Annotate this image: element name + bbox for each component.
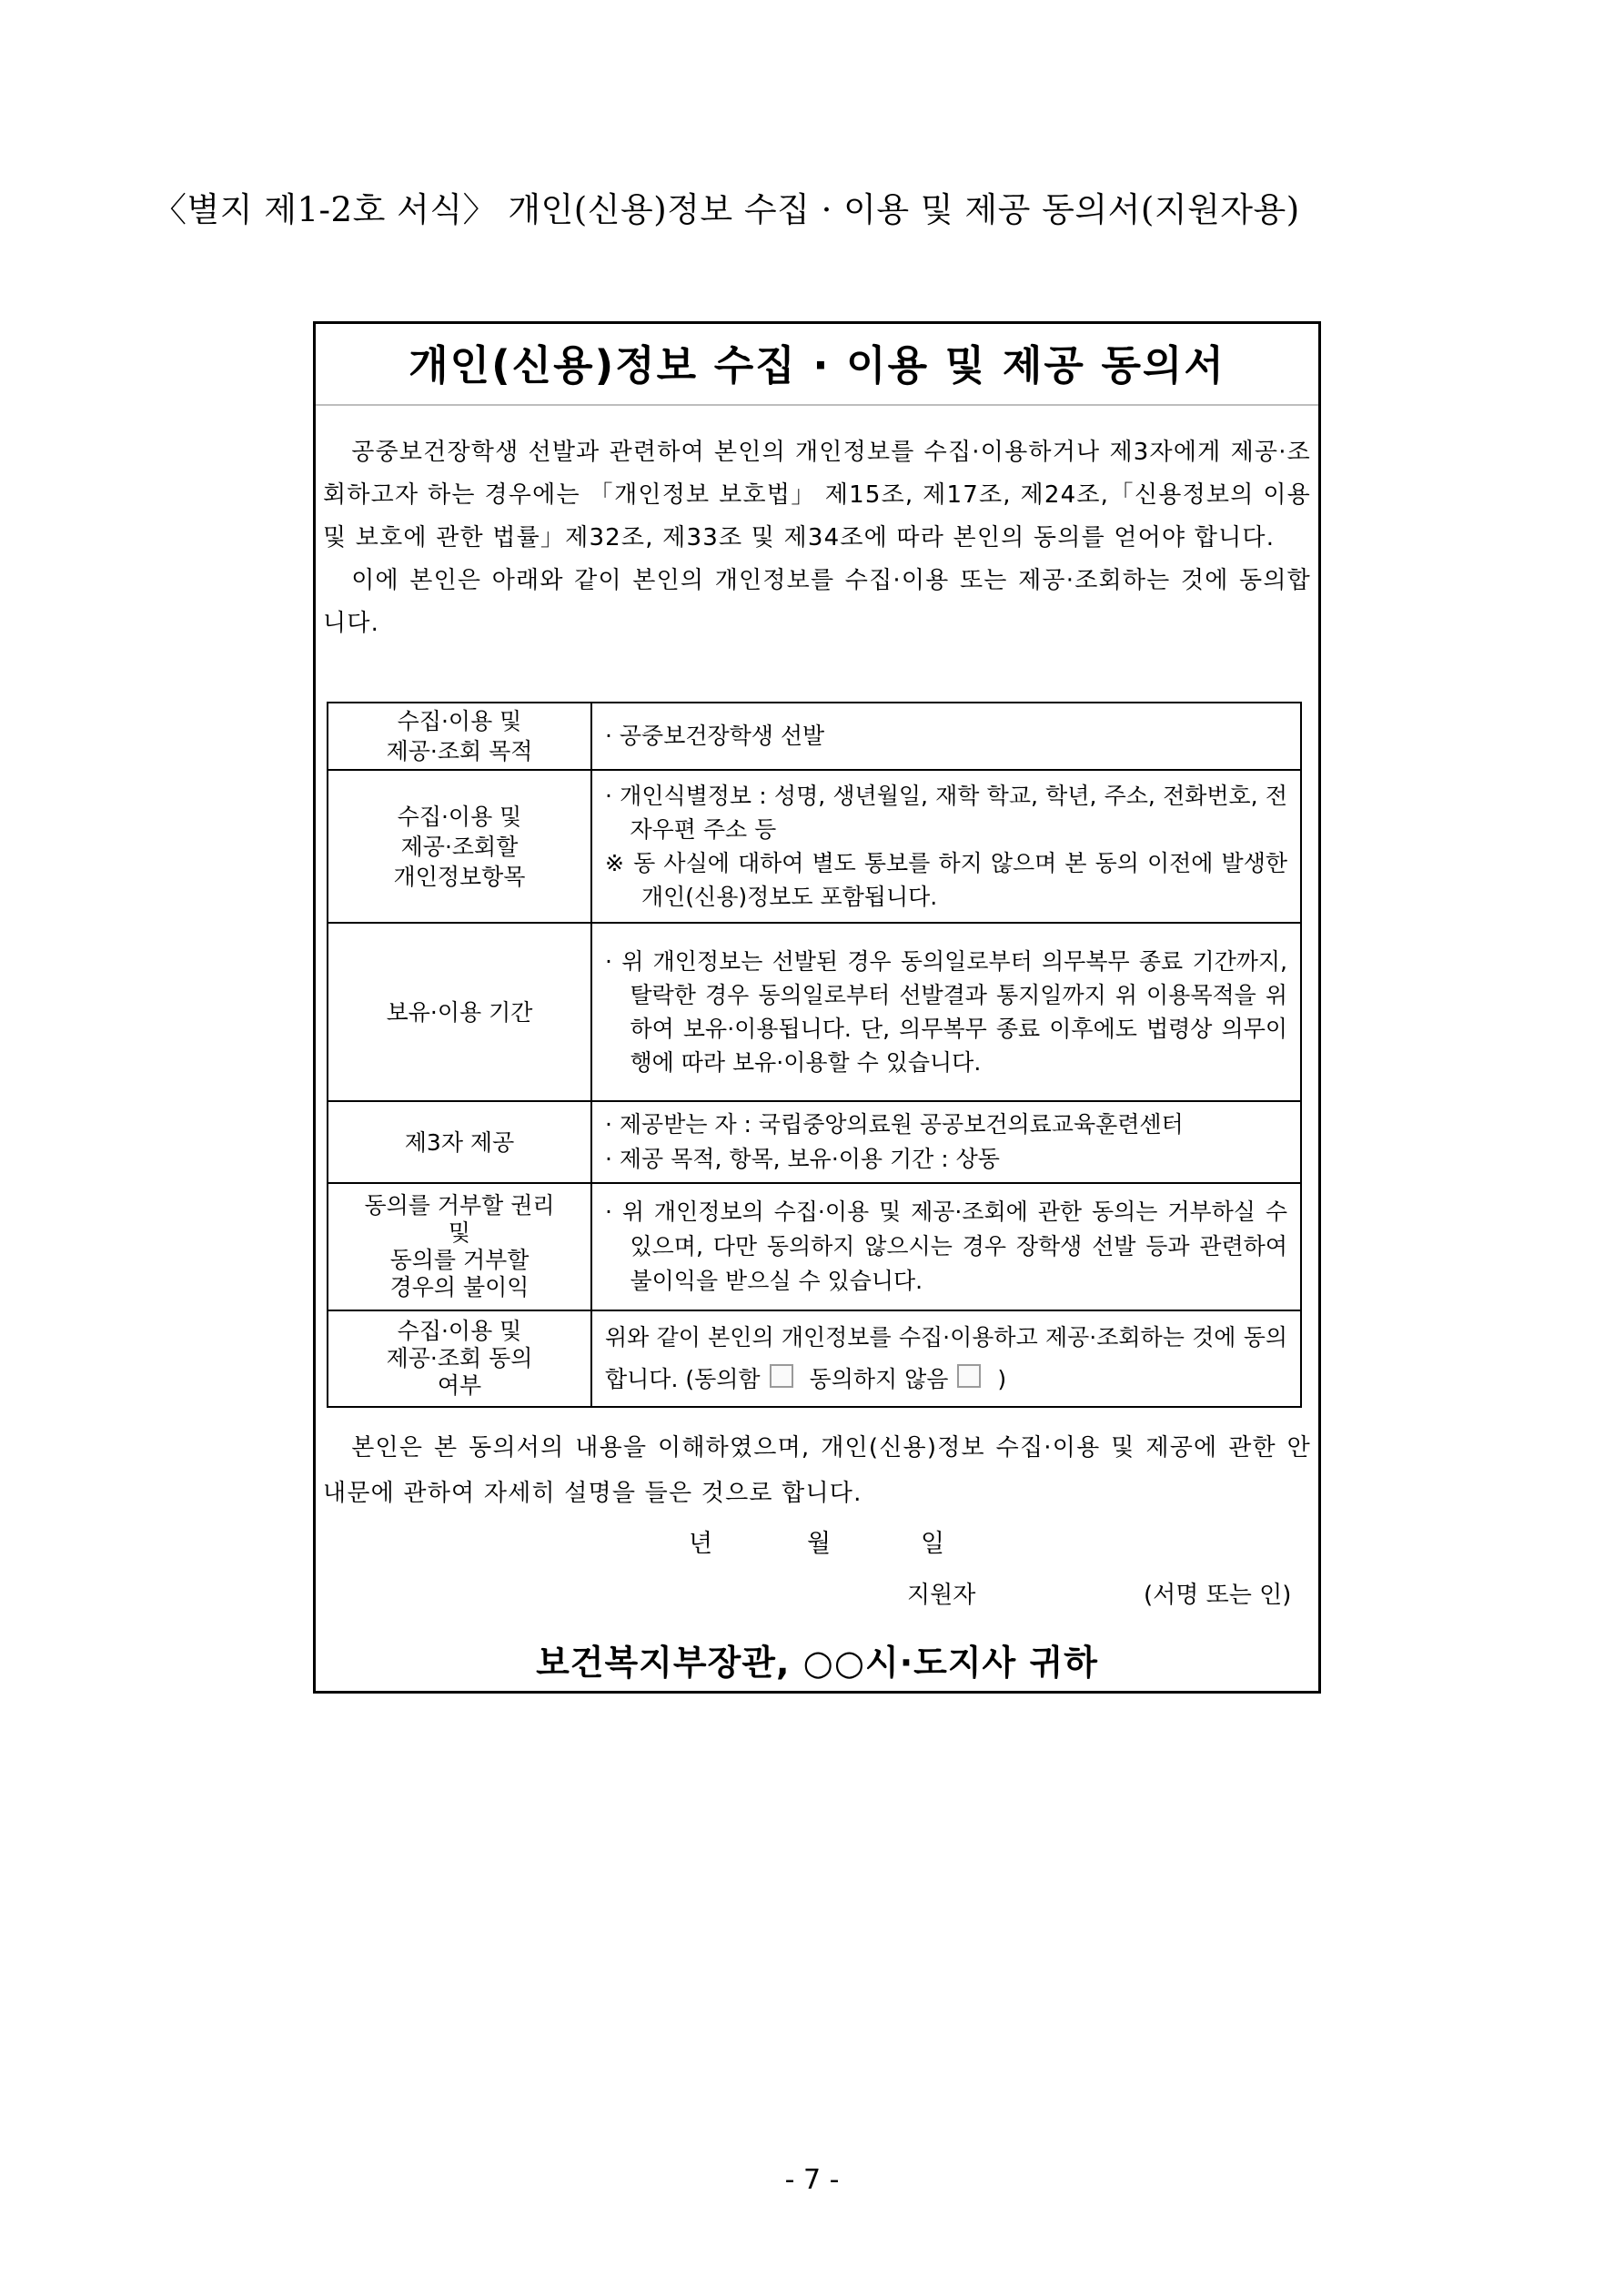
table-row-period [328,923,1301,1101]
list-item: · 개인식별정보 : 성명, 생년월일, 재학 학교, 학년, 주소, 전화번호, 전자우편 주소 등 [605,783,1287,843]
consent-statement: 위와 같이 본인의 개인정보를 수집·이용하고 제공·조회하는 것에 동의합니다. (동의함 [605,1324,1287,1392]
page-number: - 7 - [784,2164,840,2196]
date-day: 일 [921,1530,945,1558]
signature-label: (서명 또는 인) [1144,1582,1292,1609]
intro-paragraph-2: 이에 본인은 아래와 같이 본인의 개인정보를 수집·이용 또는 제공·조회하는 것에 동의합니다. [323,567,1311,637]
table-row-items [328,770,1301,923]
closing-text: 본인은 본 동의서의 내용을 이해하였으며, 개인(신용)정보 수집·이용 및 제공에 관한 안내문에 관하여 자세히 설명을 들은 것으로 합니다. [323,1434,1311,1507]
table-row-third-party [328,1101,1301,1183]
list-item: · 제공받는 자 : 국립중앙의료원 공공보건의료교육훈련센터 [605,1111,1184,1138]
row-label: 동의를 거부할 권리 및 동의를 거부할 경우의 불이익 [328,1183,591,1310]
date-month: 월 [807,1530,832,1558]
list-item: · 위 개인정보의 수집·이용 및 제공·조회에 관한 동의는 거부하실 수 있으며, 다만 동의하지 않으시는 경우 장학생 선발 등과 관련하여 불이익을 받으실 수 있습니다. [605,1199,1287,1294]
row-content [591,923,1301,1101]
close-paren: ) [997,1366,1007,1392]
row-label: 보유·이용 기간 [328,923,591,1101]
addressee: 보건복지부장관, ○○시·도지사 귀하 [536,1643,1098,1683]
date-year: 년 [689,1530,713,1558]
note-item: ※ 동 사실에 대하여 별도 통보를 하지 않으며 본 동의 이전에 발생한 개인(신용)정보도 포함됩니다. [605,850,1287,910]
row-content [591,1101,1301,1183]
row-content [591,770,1301,923]
row-content [591,703,1301,770]
list-item: · 위 개인정보는 선발된 경우 동의일로부터 의무복무 종료 기간까지, 탈락한 경우 동의일로부터 선발결과 통지일까지 위 이용목적을 위하여 보유·이용됩니다. 단, 의무복무 종료 이후에도 법령상 의무이행에 따라 보유·이용할 수 있습니다. [605,948,1287,1076]
list-item: · 제공 목적, 항목, 보유·이용 기간 : 상동 [605,1146,1000,1172]
row-content [591,1183,1301,1310]
intro-paragraph-1: 공중보건장학생 선발과 관련하여 본인의 개인정보를 수집·이용하거나 제3자에게 제공·조회하고자 하는 경우에는 「개인정보 보호법」 제15조, 제17조, 제24조,「신용정보의 이용 및 보호에 관한 법률」제32조, 제33조 및 제34조에 따라 본인의 동의를 얻어야 합니다. [323,439,1311,551]
attachment-heading: 〈별지 제1-2호 서식〉 개인(신용)정보 수집 · 이용 및 제공 동의서(지원자용) [153,190,1300,229]
applicant-label: 지원자 [907,1582,976,1609]
consent-table [327,702,1302,1408]
table-row-refusal-right [328,1183,1301,1310]
table-row-consent [328,1310,1301,1407]
disagree-label: 동의하지 않음 [809,1366,949,1392]
consent-form [313,321,1321,1694]
row-label: 수집·이용 및 제공·조회할 개인정보항목 [328,770,591,923]
row-label: 수집·이용 및 제공·조회 동의 여부 [328,1310,591,1407]
row-label: 수집·이용 및 제공·조회 목적 [328,703,591,770]
form-title: 개인(신용)정보 수집 · 이용 및 제공 동의서 [316,324,1318,406]
row-label: 제3자 제공 [328,1101,591,1183]
row-content [591,1310,1301,1407]
intro-text [323,431,1311,645]
closing-statement [323,1425,1311,1516]
list-item: · 공중보건장학생 선발 [605,723,825,749]
table-row-purpose [328,703,1301,770]
disagree-checkbox[interactable] [957,1364,981,1388]
agree-checkbox[interactable] [770,1364,793,1388]
